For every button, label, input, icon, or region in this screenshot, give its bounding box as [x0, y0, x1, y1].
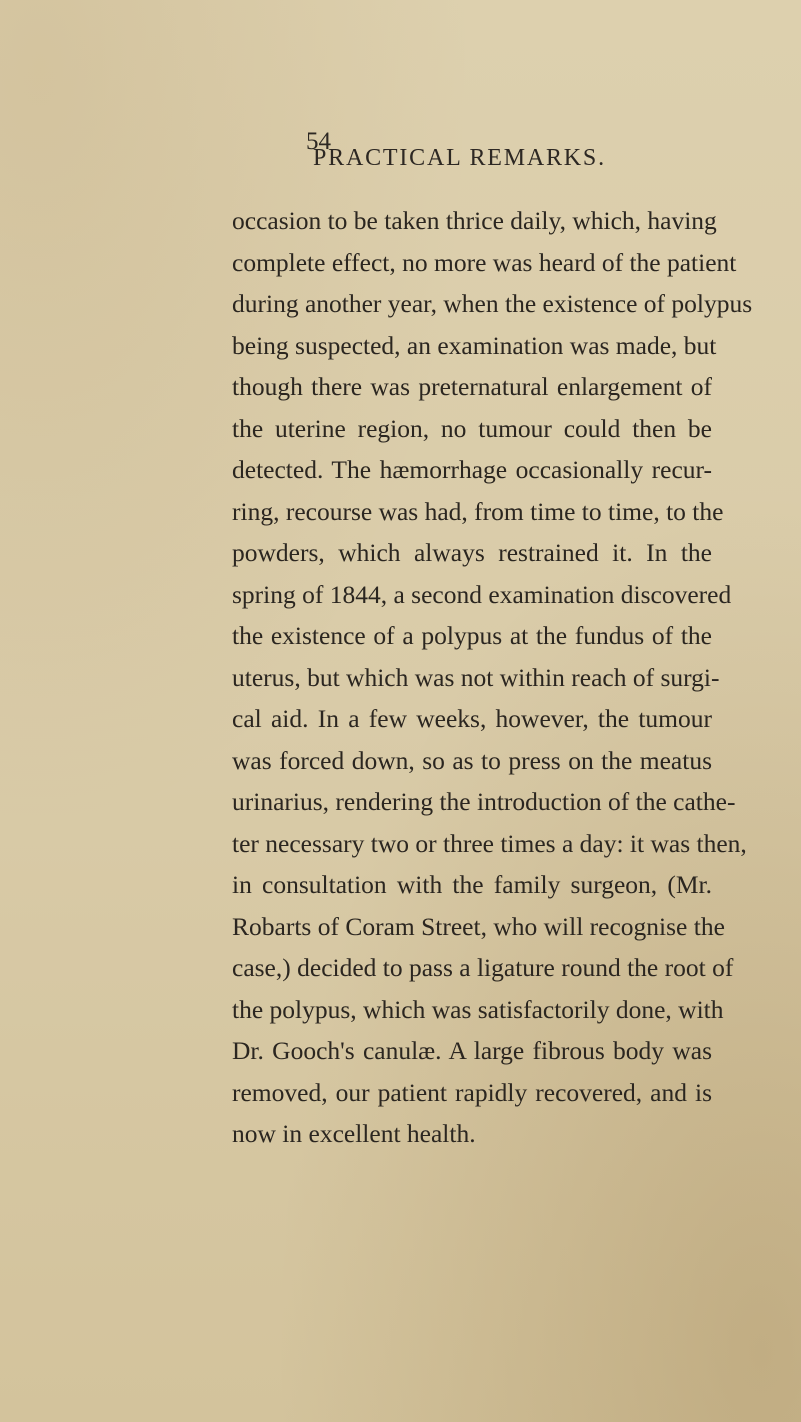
- body-text: [232, 200, 753, 1155]
- text-line: removed, our patient rapidly recovered, and is: [232, 1077, 712, 1107]
- text-line: spring of 1844, a second examination discovered: [232, 579, 732, 609]
- text-line: ter necessary two or three times a day: it was then,: [232, 828, 747, 858]
- text-line: urinarius, rendering the introduction of the cathe-: [232, 787, 736, 816]
- text-line: the uterine region, no tumour could then be: [232, 413, 712, 443]
- text-line: Robarts of Coram Street, who will recognise the: [232, 911, 725, 941]
- text-line: the existence of a polypus at the fundus of the: [232, 621, 712, 650]
- text-line: Dr. Gooch's canulæ. A large fibrous body was: [232, 1036, 712, 1065]
- text-line: powders, which always restrained it. In the: [232, 538, 712, 567]
- text-line: now in excellent health.: [232, 1119, 476, 1148]
- text-line: case,) decided to pass a ligature round the root of: [232, 953, 734, 982]
- page-number: 54: [306, 128, 331, 155]
- text-line: in consultation with the family surgeon, (Mr.: [232, 870, 712, 899]
- text-line: was forced down, so as to press on the meatus: [232, 745, 712, 775]
- text-line: cal aid. In a few weeks, however, the tumour: [232, 704, 712, 733]
- text-line: though there was preternatural enlargement of: [232, 372, 712, 401]
- text-line: occasion to be taken thrice daily, which, having: [232, 206, 717, 235]
- text-line: during another year, when the existence of polypus: [232, 289, 753, 318]
- text-line: ring, recourse was had, from time to time, to the: [232, 496, 724, 526]
- text-line: being suspected, an examination was made, but: [232, 330, 717, 360]
- text-line: uterus, but which was not within reach of surgi-: [232, 662, 720, 692]
- text-line: complete effect, no more was heard of the patient: [232, 247, 737, 277]
- text-line: detected. The hæmorrhage occasionally recur-: [232, 455, 712, 484]
- text-line: the polypus, which was satisfactorily done, with: [232, 994, 724, 1024]
- running-head: PRACTICAL REMARKS.: [313, 145, 606, 171]
